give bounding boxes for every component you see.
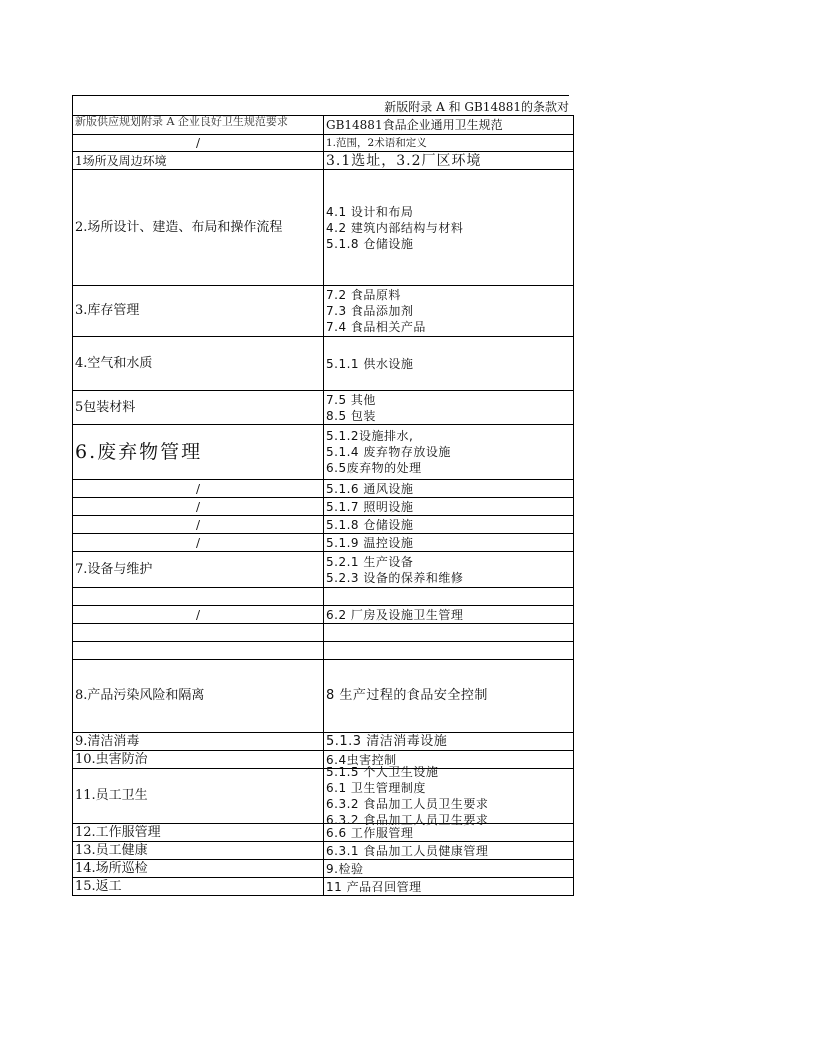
right-cell[interactable] [324, 337, 574, 391]
left-cell[interactable]: 9.清洁消毒 [73, 733, 324, 751]
header-right-cell[interactable] [324, 116, 574, 135]
clause-line: 5.2.3 设备的保养和维修 [326, 570, 464, 585]
clause-line: 8.5 包装 [326, 408, 376, 423]
table-row [73, 769, 574, 824]
clause-line: 6.6 工作服管理 [326, 825, 414, 840]
left-cell[interactable]: 5包装材料 [73, 391, 324, 425]
left-cell[interactable]: 11.员工卫生 [73, 769, 324, 824]
left-cell[interactable]: 10.虫害防治 [73, 751, 324, 769]
table-row [73, 286, 574, 337]
table-row [73, 606, 574, 624]
left-cell[interactable]: / [73, 135, 324, 152]
left-cell[interactable]: 6.废弃物管理 [73, 425, 324, 480]
right-cell[interactable] [324, 425, 574, 480]
left-cell[interactable]: 14.场所巡检 [73, 860, 324, 878]
right-cell[interactable] [324, 516, 574, 534]
clause-line: 7.5 其他 [326, 392, 376, 407]
right-cell[interactable] [324, 765, 574, 827]
table-row [73, 660, 574, 733]
clause-line: 6.1 卫生管理制度 [326, 781, 426, 795]
right-cell[interactable] [324, 480, 574, 498]
clause-line: 9.检验 [326, 861, 364, 876]
table-row [73, 516, 574, 534]
clause-line: 6.3.2 食品加工人员卫生要求 [326, 797, 489, 811]
clause-line: 5.1.2设施排水, [326, 429, 414, 443]
table-row [73, 135, 574, 152]
table-row [73, 152, 574, 170]
table-row [73, 498, 574, 516]
clause-line: 6.4虫害控制 [326, 752, 397, 767]
header-left-text: 新版供应规划附录 A 企业良好卫生规范要求 [75, 115, 288, 128]
left-cell[interactable] [73, 588, 324, 606]
right-cell[interactable] [324, 552, 574, 588]
clause-line: 3.1选址，3.2厂区环境 [326, 152, 482, 169]
left-cell[interactable]: 8.产品污染风险和隔离 [73, 660, 324, 733]
clause-line: 7.2 食品原料 [326, 288, 401, 302]
sheet-title: 新版附录 A 和 GB14881的条款对 [384, 100, 569, 114]
header-left-cell[interactable] [73, 116, 324, 135]
clause-line: 5.1.8 仓储设施 [326, 517, 414, 532]
table-row [73, 337, 574, 391]
clause-line: 1.范围，2术语和定义 [326, 137, 427, 149]
table-row [73, 878, 574, 896]
clause-line: 5.1.9 温控设施 [326, 535, 414, 550]
left-cell[interactable]: 13.员工健康 [73, 842, 324, 860]
right-cell[interactable] [324, 660, 574, 733]
right-cell[interactable] [324, 135, 574, 152]
table-row [73, 480, 574, 498]
right-cell[interactable] [324, 534, 574, 552]
clause-line: 4.2 建筑内部结构与材料 [326, 220, 464, 235]
left-cell[interactable]: / [73, 498, 324, 516]
clause-line: 5.1.7 照明设施 [326, 499, 414, 514]
clause-line: 5.1.5 个人卫生设施 [326, 765, 439, 779]
left-cell[interactable]: 3.库存管理 [73, 286, 324, 337]
table-row [73, 588, 574, 606]
table-row [73, 391, 574, 425]
clause-line: 7.3 食品添加剂 [326, 304, 414, 318]
clause-line: 8 生产过程的食品安全控制 [326, 688, 488, 703]
header-row [73, 116, 574, 135]
clause-line: 11 产品召回管理 [326, 879, 422, 894]
left-cell[interactable]: 4.空气和水质 [73, 337, 324, 391]
left-cell[interactable]: / [73, 516, 324, 534]
right-cell[interactable] [324, 860, 574, 878]
clause-line: 5.1.3 清洁消毒设施 [326, 733, 448, 749]
table-row [73, 860, 574, 878]
right-cell[interactable] [324, 498, 574, 516]
left-cell[interactable]: / [73, 534, 324, 552]
table-row [73, 642, 574, 660]
right-cell[interactable] [324, 878, 574, 896]
right-cell[interactable] [324, 842, 574, 860]
left-cell[interactable]: 2.场所设计、建造、布局和操作流程 [73, 170, 324, 286]
right-cell[interactable] [324, 286, 574, 337]
left-cell[interactable]: 1场所及周边环境 [73, 152, 324, 170]
clause-line: 5.1.1 供水设施 [326, 356, 414, 371]
table-row [73, 733, 574, 751]
left-cell[interactable] [73, 624, 324, 642]
clause-line: 6.5废弃物的处理 [326, 461, 422, 475]
table-row [73, 170, 574, 286]
left-cell[interactable]: / [73, 480, 324, 498]
title-row [72, 95, 569, 115]
clause-line: 5.1.6 通风设施 [326, 481, 414, 496]
right-cell[interactable] [324, 642, 574, 660]
right-cell[interactable] [324, 606, 574, 624]
right-cell[interactable] [324, 391, 574, 425]
left-cell[interactable]: 7.设备与维护 [73, 552, 324, 588]
table-row [73, 842, 574, 860]
clause-line: 4.1 设计和布局 [326, 204, 414, 219]
right-cell[interactable] [324, 152, 574, 170]
clause-line: 6.3.1 食品加工人员健康管理 [326, 843, 489, 858]
clause-stack [326, 764, 571, 827]
right-cell[interactable] [324, 170, 574, 286]
left-cell[interactable] [73, 642, 324, 660]
left-cell[interactable]: / [73, 606, 324, 624]
left-cell[interactable]: 12.工作服管理 [73, 824, 324, 842]
table-row [73, 624, 574, 642]
clause-line: 5.1.8 仓储设施 [326, 236, 414, 251]
left-cell[interactable]: 15.返工 [73, 878, 324, 896]
comparison-table [72, 115, 574, 896]
table-row [73, 534, 574, 552]
clause-line: 7.4 食品相关产品 [326, 320, 426, 334]
clause-line: 6.3.2 食品加工人员卫生要求 [326, 813, 489, 827]
table-row [73, 552, 574, 588]
right-cell[interactable] [324, 733, 574, 751]
right-cell[interactable] [324, 624, 574, 642]
clause-line: 5.2.1 生产设备 [326, 554, 414, 569]
header-right-text: GB14881食品企业通用卫生规范 [326, 118, 503, 132]
table-row [73, 824, 574, 842]
clause-line: 6.2 厂房及设施卫生管理 [326, 607, 464, 622]
right-cell[interactable] [324, 588, 574, 606]
clause-line: 5.1.4 废弃物存放设施 [326, 445, 451, 459]
table-row [73, 425, 574, 480]
comparison-sheet [72, 95, 569, 896]
